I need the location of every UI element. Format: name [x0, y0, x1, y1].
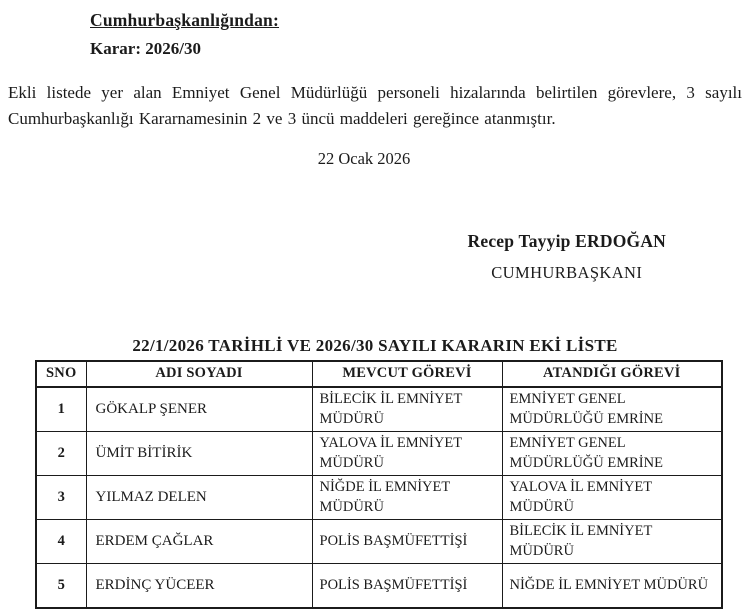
- signatory-name: Recep Tayyip ERDOĞAN: [467, 230, 666, 251]
- table-cell: ERDEM ÇAĞLAR: [86, 519, 312, 563]
- issuing-authority-heading: Cumhurbaşkanlığından:: [90, 10, 280, 30]
- table-cell: 4: [36, 519, 86, 563]
- table-row: [36, 475, 722, 519]
- table-cell: BİLECİK İL EMNİYET MÜDÜRÜ: [502, 519, 722, 563]
- table-cell: 5: [36, 563, 86, 608]
- table-row: [36, 563, 722, 608]
- table-cell: GÖKALP ŞENER: [86, 387, 312, 432]
- table-cell: POLİS BAŞMÜFETTİŞİ: [312, 563, 502, 608]
- table-cell: BİLECİK İL EMNİYET MÜDÜRÜ: [312, 387, 502, 432]
- signature-block: [468, 231, 666, 283]
- decree-date: 22 Ocak 2026: [317, 148, 411, 168]
- table-row: [36, 387, 722, 432]
- table-header-cell: SNO: [36, 361, 86, 387]
- table-body: [36, 387, 722, 608]
- table-cell: EMNİYET GENEL MÜDÜRLÜĞÜ EMRİNE: [502, 431, 722, 475]
- table-row: [36, 519, 722, 563]
- table-row: [36, 431, 722, 475]
- table-cell: NİĞDE İL EMNİYET MÜDÜRÜ: [502, 563, 722, 608]
- table-cell: ÜMİT BİTİRİK: [86, 431, 312, 475]
- annex-list-title: 22/1/2026 TARİHLİ VE 2026/30 SAYILI KARARIN EKİ LİSTE: [132, 335, 618, 355]
- table-cell: YALOVA İL EMNİYET MÜDÜRÜ: [502, 475, 722, 519]
- table-header-cell: MEVCUT GÖREVİ: [312, 361, 502, 387]
- table-cell: POLİS BAŞMÜFETTİŞİ: [312, 519, 502, 563]
- table-cell: YALOVA İL EMNİYET MÜDÜRÜ: [312, 431, 502, 475]
- table-header-row: [36, 361, 722, 387]
- table-cell: ERDİNÇ YÜCEER: [86, 563, 312, 608]
- table-cell: YILMAZ DELEN: [86, 475, 312, 519]
- decree-body-paragraph: Ekli listede yer alan Emniyet Genel Müdürlüğü personeli hizalarında belirtilen görevlere, 3 sayılı Cumhurbaşkanlığı Kararnamesinin 2 ve 3 üncü maddeleri gereğince atanmıştır.: [8, 83, 742, 128]
- table-cell: 3: [36, 475, 86, 519]
- table-header-cell: ADI SOYADI: [86, 361, 312, 387]
- table-cell: NİĞDE İL EMNİYET MÜDÜRÜ: [312, 475, 502, 519]
- table-header-cell: ATANDIĞI GÖREVİ: [502, 361, 722, 387]
- table-cell: EMNİYET GENEL MÜDÜRLÜĞÜ EMRİNE: [502, 387, 722, 432]
- decision-number: Karar: 2026/30: [90, 39, 201, 58]
- table-cell: 1: [36, 387, 86, 432]
- signatory-title: CUMHURBAŞKANI: [491, 262, 643, 282]
- masthead: [0, 0, 750, 59]
- table-cell: 2: [36, 431, 86, 475]
- appointments-table: [35, 360, 723, 609]
